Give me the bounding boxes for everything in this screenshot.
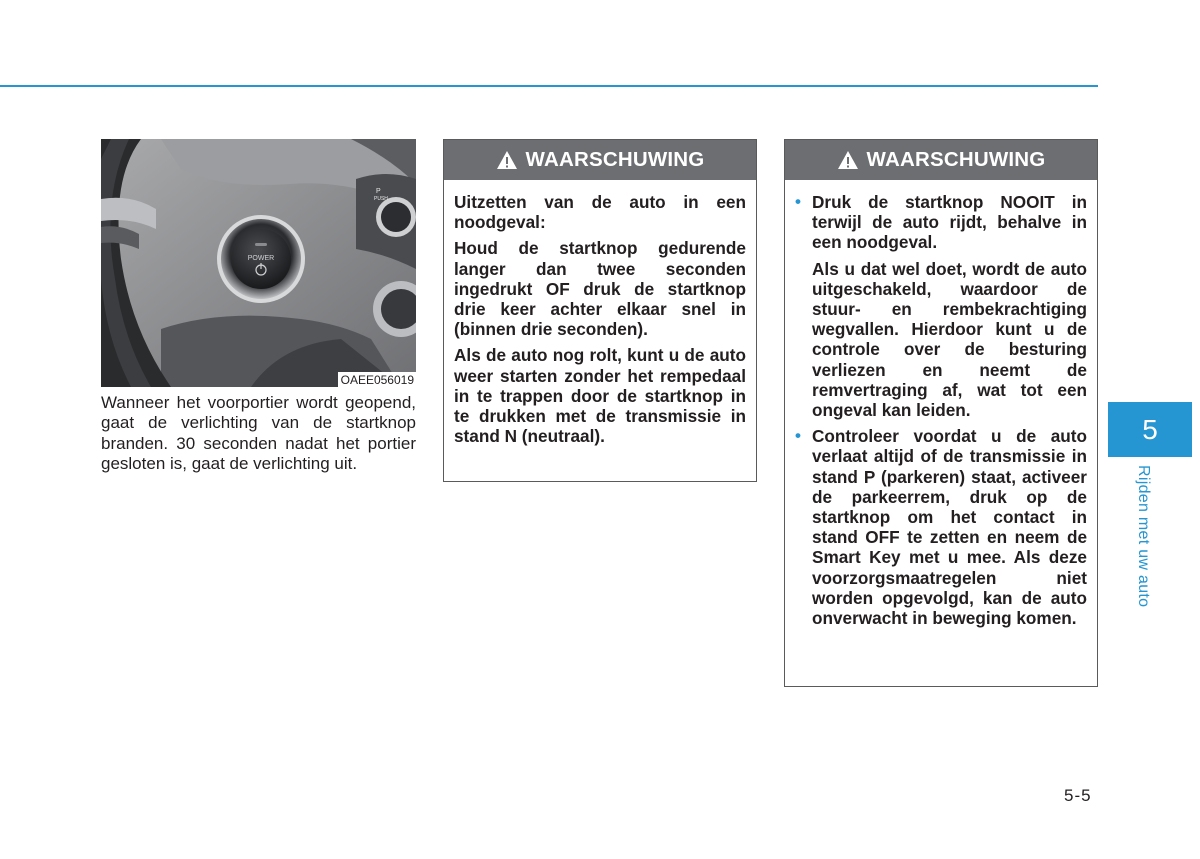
p-button-label: P <box>376 188 381 195</box>
power-button-label: POWER <box>247 255 275 262</box>
chapter-title: Rijden met uw auto <box>1135 465 1152 608</box>
warning-box-2 <box>784 139 1098 687</box>
bullet-marker: • <box>795 426 801 446</box>
warning-1-paragraph: Als de auto nog rolt, kunt u de auto weer starten zonder het rempedaal in te trappen door de startknop in te drukken met de transmissie in stand N (neutraal). <box>454 345 746 447</box>
dashboard-illustration <box>101 139 416 387</box>
chapter-tab: 5 <box>1108 402 1192 457</box>
warning-bullet-item <box>795 192 1087 420</box>
warning-title-2: WAARSCHUWING <box>866 148 1046 171</box>
body-paragraph: Wanneer het voorportier wordt geopend, gaat de verlichting van de startknop branden. 30 seconden nadat het portier gesloten is, gaat de verlichting uit. <box>101 393 416 473</box>
page-number: 5-5 <box>1064 786 1092 805</box>
bullet-marker: • <box>795 192 801 211</box>
warning-1-paragraph: Uitzetten van de auto in een noodgeval: <box>454 192 746 233</box>
warning-triangle-icon <box>496 150 518 170</box>
start-button-photo <box>101 139 416 387</box>
warning-box-1 <box>443 139 757 482</box>
figure-code: OAEE056019 <box>338 372 416 387</box>
warning-2-paragraph: Controleer voordat u de auto verlaat altijd of de transmissie in stand P (parkeren) staat, activeer de parkeerrem, druk op de startknop om het contact in stand OFF te zetten en neem de Smart Key met u mee. Als deze voorzorgsmaatregelen niet worden opgevolgd, kan de auto onverwacht in beweging komen. <box>812 426 1087 629</box>
warning-header-1 <box>444 140 756 180</box>
warning-header-2 <box>785 140 1097 180</box>
warning-content-1 <box>444 180 756 454</box>
warning-2-paragraph: Druk de startknop NOOIT in terwijl de auto rijdt, behalve in een noodgeval. <box>812 192 1087 253</box>
header-rule <box>0 85 1098 87</box>
warning-1-paragraph: Houd de startknop gedurende langer dan twee seconden ingedrukt OF druk de startknop drie keer achter elkaar snel in (binnen drie seconden). <box>454 238 746 340</box>
warning-content-2 <box>785 180 1097 636</box>
warning-bullet-item <box>795 426 1087 628</box>
warning-2-paragraph: Als u dat wel doet, wordt de auto uitgeschakeld, waardoor de stuur- en rembekrachtiging wegvallen. Hierdoor kunt u de controle over de besturing verliezen en neemt de remvertraging af, wat tot een ongeval kan leiden. <box>812 258 1087 421</box>
push-button-label: PUSH <box>374 196 388 202</box>
warning-triangle-icon <box>837 150 859 170</box>
warning-title-1: WAARSCHUWING <box>525 148 705 171</box>
